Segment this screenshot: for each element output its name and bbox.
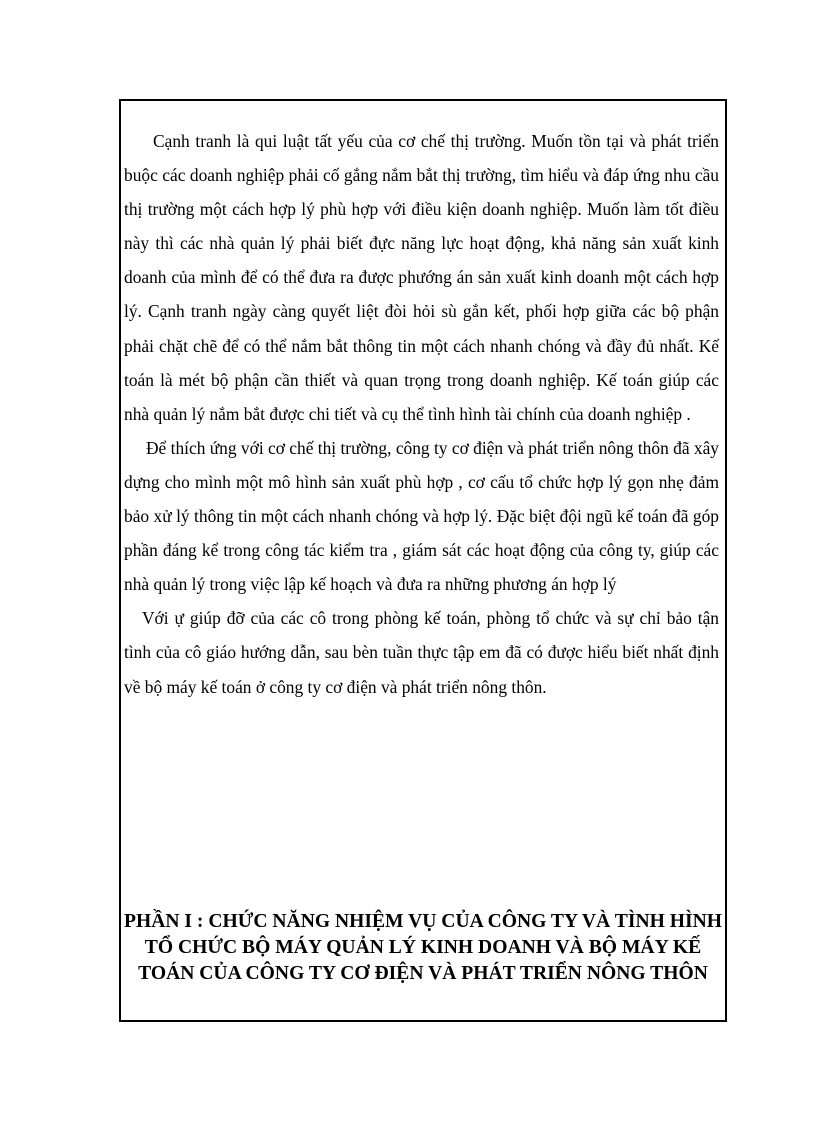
paragraph-adaptation: Để thích ứng với cơ chế thị trường, công ty cơ điện và phát triển nông thôn đã xây dựng cho mình một mô hình sản xuất phù hợp , cơ cấu tổ chức hợp lý gọn nhẹ đảm bảo xử lý thông tin một cách nhanh chóng và hợp lý. Đặc biệt đội ngũ kế toán đã góp phần đáng kể trong công tác kiểm tra , giám sát các hoạt động của công ty, giúp các nhà quản lý trong việc lập kế hoạch và đưa ra những phương án hợp lý [124,437,719,595]
body-text [124,124,719,704]
section-heading: PHẦN I : CHỨC NĂNG NHIỆM VỤ CỦA CÔNG TY VÀ TÌNH HÌNH TỔ CHỨC BỘ MÁY QUẢN LÝ KINH DOANH VÀ BỘ MÁY KẾ TOÁN CỦA CÔNG TY CƠ ĐIỆN VÀ PHÁT TRIỂN NÔNG THÔN [124,911,723,984]
paragraph-intro: Cạnh tranh là qui luật tất yếu của cơ chế thị trường. Muốn tồn tại và phát triển buộc các doanh nghiệp phải cố gắng nắm bắt thị trường, tìm hiểu và đáp ứng nhu cầu thị trường một cách hợp lý phù hợp với điều kiện doanh nghiệp. Muốn làm tốt điều này thì các nhà quản lý phải biết đực năng lực hoạt động, khả năng sản xuất kinh doanh của mình để có thể đưa ra được phướng án sản xuất kinh doanh một cách hợp lý. Cạnh tranh ngày càng quyết liệt đòi hỏi sù gắn kết, phối hợp giữa các bộ phận phải chặt chẽ để có thể nắm bắt thông tin một cách nhanh chóng và đầy đủ nhất. Kế toán là mét bộ phận cần thiết và quan trọng trong doanh nghiệp. Kế toán giúp các nhà quản lý nắm bắt được chi tiết và cụ thể tình hình tài chính của doanh nghiệp . [124,131,719,424]
paragraph-acknowledgement: Với ự giúp đỡ của các cô trong phòng kế toán, phòng tổ chức và sự chỉ bảo tận tình của cô giáo hướng dẫn, sau bèn tuần thực tập em đã có được hiểu biết nhất định về bộ máy kế toán ở công ty cơ điện và phát triển nông thôn. [124,608,719,697]
